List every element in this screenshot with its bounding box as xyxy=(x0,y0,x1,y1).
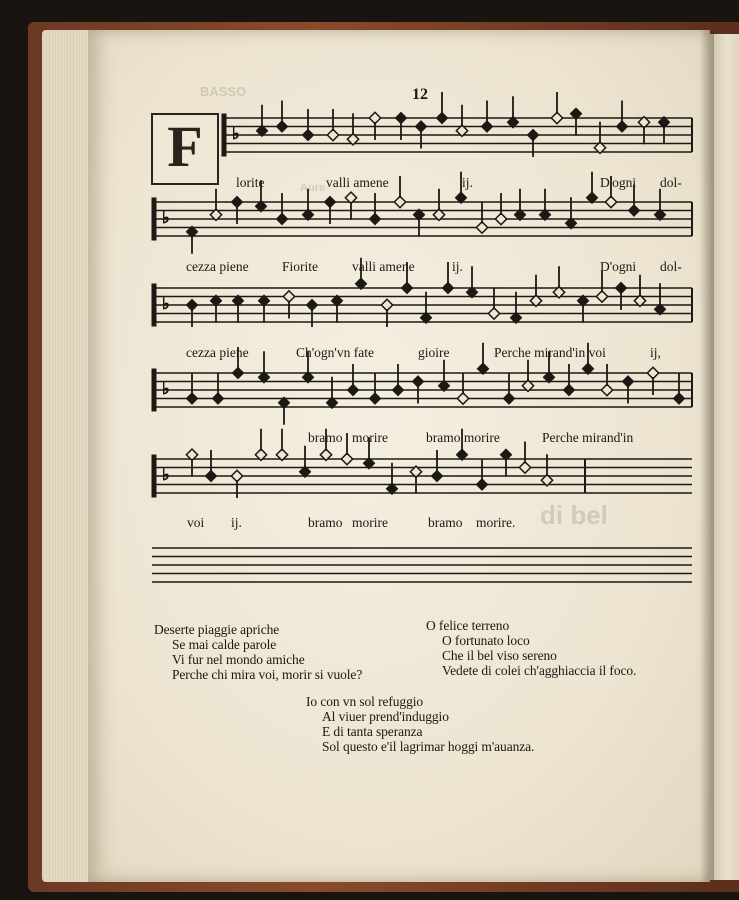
bleed-text-bel: di bel xyxy=(540,500,608,530)
clef-mark xyxy=(152,455,156,497)
poem-s2-l2: O fortunato loco xyxy=(442,633,530,648)
note-head xyxy=(324,196,335,207)
lyric-4-4: Perche mirand'in xyxy=(542,430,634,445)
note-head xyxy=(276,213,287,224)
clef-mark xyxy=(152,369,156,411)
note-head xyxy=(394,196,405,207)
note-head xyxy=(628,205,639,216)
lyric-1-2: valli amene xyxy=(326,175,389,190)
poem-s2-l4: Vedete di colei ch'agghiaccia il foco. xyxy=(442,663,637,678)
note-head xyxy=(186,393,197,404)
note-head xyxy=(327,129,338,140)
note-head xyxy=(476,222,487,233)
note-head xyxy=(495,213,506,224)
lyric-5-6: morire. xyxy=(476,515,516,530)
note-head xyxy=(431,470,442,481)
flat-sign: ♭ xyxy=(162,294,170,313)
lyric-3-4: Perche mirand'in voi xyxy=(494,345,606,360)
poem-s3-l1: Io con vn sol refuggio xyxy=(306,694,424,709)
lyric-4-3: bramo morire xyxy=(426,430,500,445)
note-head xyxy=(369,213,380,224)
page-number: 12 xyxy=(412,86,428,103)
poem-s3-l2: Al viuer prend'induggio xyxy=(322,709,449,724)
note-head xyxy=(503,393,514,404)
note-head xyxy=(442,282,453,293)
poem-s1-l1: Deserte piaggie apriche xyxy=(154,622,280,637)
lyric-5-5: bramo xyxy=(428,515,463,530)
poem-s2-l3: Che il bel viso sereno xyxy=(442,648,557,663)
note-head xyxy=(347,384,358,395)
lyric-5-4: morire xyxy=(352,515,388,530)
clef-mark xyxy=(152,198,156,240)
note-head xyxy=(231,196,242,207)
note-head xyxy=(601,384,612,395)
note-head xyxy=(302,129,313,140)
poem-s3-l4: Sol questo e'il lagrimar hoggi m'auanza. xyxy=(322,739,535,754)
note-head xyxy=(673,393,684,404)
initial-letter: F xyxy=(167,114,203,179)
note-head xyxy=(381,299,392,310)
flat-sign: ♭ xyxy=(232,124,240,143)
note-head xyxy=(276,121,287,132)
note-head xyxy=(481,121,492,132)
lyric-5-1: voi xyxy=(187,515,205,530)
poem-s1-l4: Perche chi mira voi, morir si vuole? xyxy=(172,667,363,682)
note-head xyxy=(205,470,216,481)
note-head xyxy=(527,129,538,140)
clef-mark xyxy=(152,284,156,326)
lyric-1-4: D'ogni xyxy=(600,175,637,190)
note-head xyxy=(412,376,423,387)
lyric-2-2: Fiorite xyxy=(282,259,318,274)
note-head xyxy=(232,367,243,378)
note-head xyxy=(615,282,626,293)
note-head xyxy=(401,282,412,293)
lyric-2-1: cezza piene xyxy=(186,259,249,274)
note-head xyxy=(306,299,317,310)
lyric-4-1: bramo xyxy=(308,430,343,445)
note-head xyxy=(212,393,223,404)
note-head xyxy=(369,112,380,123)
note-head xyxy=(563,384,574,395)
flat-sign: ♭ xyxy=(162,208,170,227)
lyric-2-5: D'ogni xyxy=(600,259,637,274)
lyric-1-1: lorite xyxy=(236,175,265,190)
note-head xyxy=(341,453,352,464)
note-head xyxy=(436,112,447,123)
poem-s1-l3: Vi fur nel mondo amiche xyxy=(172,652,305,667)
lyric-3-2: Ch'ogn'vn fate xyxy=(296,345,374,360)
note-head xyxy=(605,196,616,207)
lyric-2-3: valli amene xyxy=(352,259,415,274)
clef-mark xyxy=(222,114,226,156)
bleed-text-aure: Aure xyxy=(300,182,326,194)
note-head xyxy=(186,299,197,310)
lyric-3-5: ij, xyxy=(650,345,661,360)
lyric-5-2: ij. xyxy=(231,515,242,530)
note-head xyxy=(551,112,562,123)
note-head xyxy=(415,121,426,132)
note-head xyxy=(596,291,607,302)
note-head xyxy=(392,384,403,395)
lyric-1-3: ij. xyxy=(462,175,473,190)
note-head xyxy=(395,112,406,123)
lyric-2-4: ij. xyxy=(452,259,463,274)
lyric-3-3: gioire xyxy=(418,345,450,360)
poem-s3-l3: E di tanta speranza xyxy=(322,724,423,739)
note-head xyxy=(519,462,530,473)
note-head xyxy=(647,367,658,378)
lyric-4-2: morire xyxy=(352,430,388,445)
lyric-5-3: bramo xyxy=(308,515,343,530)
lyric-1-5: dol- xyxy=(660,175,682,190)
note-head xyxy=(622,376,633,387)
note-head xyxy=(369,393,380,404)
lyric-2-6: dol- xyxy=(660,259,682,274)
bleed-text-header: BASSO xyxy=(200,84,247,99)
note-head xyxy=(283,291,294,302)
note-head xyxy=(488,308,499,319)
poem-s2-l1: O felice terreno xyxy=(426,618,510,633)
lyric-3-1: cezza piene xyxy=(186,345,249,360)
note-head xyxy=(457,393,468,404)
note-head xyxy=(616,121,627,132)
poem-s1-l2: Se mai calde parole xyxy=(172,637,277,652)
flat-sign: ♭ xyxy=(162,379,170,398)
flat-sign: ♭ xyxy=(162,465,170,484)
note-head xyxy=(476,479,487,490)
note-head xyxy=(231,470,242,481)
